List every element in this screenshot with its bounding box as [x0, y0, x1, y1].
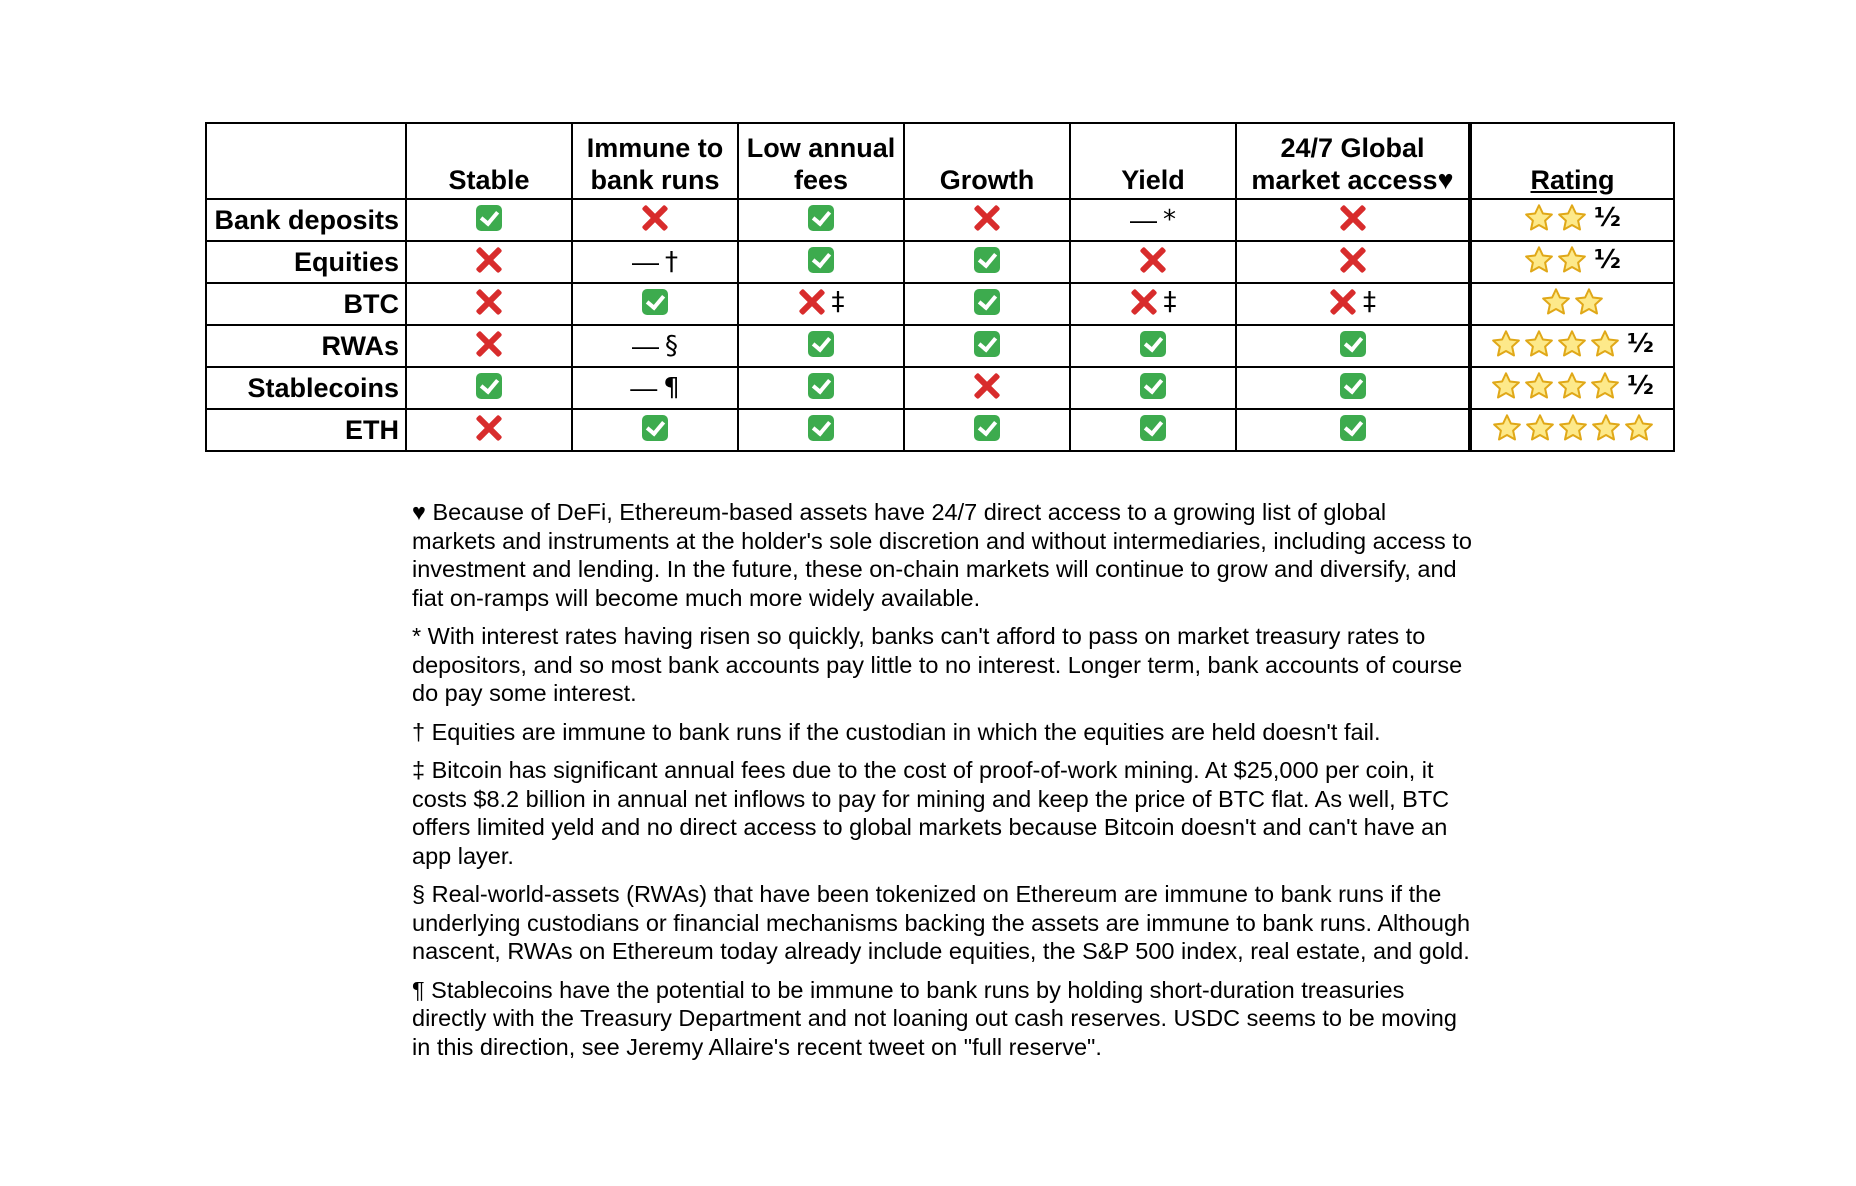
star-icon [1590, 371, 1620, 401]
cross-mark-icon [475, 414, 503, 442]
cross-mark-icon [475, 288, 503, 316]
star-icon [1524, 371, 1554, 401]
table-cell [904, 283, 1070, 325]
table-cell [406, 241, 572, 283]
table-cell [572, 367, 738, 409]
table-cell [1236, 325, 1470, 367]
star-icon [1524, 329, 1554, 359]
column-header: Immune to bank runs [572, 123, 738, 199]
check-mark-icon [1140, 331, 1166, 357]
table-cell [1070, 199, 1236, 241]
star-rating [1491, 329, 1654, 359]
check-mark-icon [808, 373, 834, 399]
cross-mark-icon [1339, 204, 1367, 232]
table-row [206, 409, 1674, 451]
half-star-label: ½ [1627, 328, 1654, 359]
star-rating [1492, 413, 1654, 443]
footnote: § Real-world-assets (RWAs) that have been tokenized on Ethereum are immune to bank runs if the underlying custodians or financial mechanisms backing the assets are immune to bank runs. Although nascent, RWAs on Ethereum today already include equities, the S&P 500 index, real estate, and gold. [412, 881, 1471, 964]
check-mark-icon [476, 205, 502, 231]
row-label: ETH [206, 409, 406, 451]
column-header: Stable [406, 123, 572, 199]
star-rating [1541, 287, 1604, 317]
dash-mark: — [630, 372, 658, 403]
star-icon [1557, 203, 1587, 233]
table-row [206, 241, 1674, 283]
table-cell [1070, 241, 1236, 283]
star-icon [1591, 413, 1621, 443]
header-corner [206, 123, 406, 199]
table-cell [1070, 409, 1236, 451]
row-label: BTC [206, 283, 406, 325]
table-row [206, 199, 1674, 241]
table-cell [904, 367, 1070, 409]
table-cell [572, 199, 738, 241]
rating-cell [1470, 283, 1674, 325]
footnote: ¶ Stablecoins have the potential to be immune to bank runs by holding short-duration treasuries directly with the Treasury Department and not loaning out cash reserves. USDC seems to be moving in this direction, see Jeremy Allaire's recent tweet on "full reserve". [412, 976, 1457, 1060]
table-cell [1070, 325, 1236, 367]
table-cell [904, 325, 1070, 367]
check-mark-icon [808, 331, 834, 357]
table-cell [904, 241, 1070, 283]
dash-mark: — [632, 246, 659, 277]
comparison-table [205, 122, 1675, 452]
footnote: ‡ Bitcoin has significant annual fees due to the cost of proof-of-work mining. At $25,000 per coin, it costs $8.2 billion in annual net inflows to pay for mining and keep the price of BTC flat. As well, BTC offers limited yeld and no direct access to global markets because Bitcoin doesn't and can't have an app layer. [412, 757, 1450, 869]
star-icon [1492, 413, 1522, 443]
footnotes [412, 498, 1472, 1071]
cross-mark-icon [1329, 288, 1357, 316]
star-icon [1541, 287, 1571, 317]
check-mark-icon [1340, 331, 1366, 357]
cross-mark-icon [475, 330, 503, 358]
table-cell [406, 283, 572, 325]
check-mark-icon [808, 247, 834, 273]
star-icon [1524, 245, 1554, 275]
footnote: * With interest rates having risen so quickly, banks can't afford to pass on market treasury rates to depositors, and so most bank accounts pay little to no interest. Longer term, bank accounts of course do pay some interest. [412, 623, 1463, 706]
table-cell [1236, 283, 1470, 325]
footnote-marker: § [665, 331, 678, 361]
footnote-marker: ‡ [1163, 287, 1177, 317]
table-cell [1070, 283, 1236, 325]
star-icon [1557, 371, 1587, 401]
star-icon [1574, 287, 1604, 317]
cross-mark-icon [973, 372, 1001, 400]
cross-mark-icon [475, 246, 503, 274]
table-cell [1236, 409, 1470, 451]
table-cell [738, 367, 904, 409]
table-cell [572, 283, 738, 325]
star-icon [1624, 413, 1654, 443]
check-mark-icon [808, 415, 834, 441]
table-cell [1236, 241, 1470, 283]
star-icon [1491, 329, 1521, 359]
cross-mark-icon [1139, 246, 1167, 274]
check-mark-icon [476, 373, 502, 399]
rating-cell [1470, 199, 1674, 241]
footnote-marker: † [665, 247, 678, 277]
row-label: Bank deposits [206, 199, 406, 241]
check-mark-icon [1340, 373, 1366, 399]
rating-cell [1470, 325, 1674, 367]
table-cell [904, 199, 1070, 241]
table-row [206, 325, 1674, 367]
rating-cell [1470, 367, 1674, 409]
table-cell [1236, 367, 1470, 409]
table-body [206, 199, 1674, 451]
star-rating [1524, 203, 1621, 233]
footnote-marker: ‡ [831, 287, 845, 317]
check-mark-icon [974, 247, 1000, 273]
table-cell [406, 409, 572, 451]
cross-mark-icon [641, 204, 669, 232]
table-header-row [206, 123, 1674, 199]
footnote: ♥ Because of DeFi, Ethereum-based assets have 24/7 direct access to a growing list of global markets and instruments at the holder's sole discretion and without intermediaries, including access to investment and lending. In the future, these on-chain markets will continue to grow and diversify, and fiat on-ramps will become much more widely available. [412, 499, 1472, 611]
check-mark-icon [974, 331, 1000, 357]
check-mark-icon [1140, 415, 1166, 441]
star-icon [1525, 413, 1555, 443]
cross-mark-icon [1130, 288, 1158, 316]
check-mark-icon [1140, 373, 1166, 399]
table-cell [738, 325, 904, 367]
cross-mark-icon [798, 288, 826, 316]
column-header: Low annual fees [738, 123, 904, 199]
check-mark-icon [808, 205, 834, 231]
check-mark-icon [642, 415, 668, 441]
check-mark-icon [1340, 415, 1366, 441]
star-icon [1491, 371, 1521, 401]
footnote-marker: * [1163, 205, 1176, 235]
footnote: † Equities are immune to bank runs if the custodian in which the equities are held doesn't fail. [412, 718, 1381, 745]
rating-cell [1470, 409, 1674, 451]
row-label: RWAs [206, 325, 406, 367]
table-cell [572, 325, 738, 367]
half-star-label: ½ [1594, 244, 1621, 275]
table-cell [406, 325, 572, 367]
table-cell [904, 409, 1070, 451]
table-cell [738, 241, 904, 283]
star-icon [1590, 329, 1620, 359]
check-mark-icon [642, 289, 668, 315]
star-icon [1557, 329, 1587, 359]
star-rating [1491, 371, 1654, 401]
half-star-label: ½ [1627, 370, 1654, 401]
row-label: Equities [206, 241, 406, 283]
table-cell [1070, 367, 1236, 409]
column-header: Yield [1070, 123, 1236, 199]
footnote-marker: ¶ [663, 373, 680, 403]
cross-mark-icon [973, 204, 1001, 232]
table-cell [738, 409, 904, 451]
table-cell [572, 241, 738, 283]
table-cell [572, 409, 738, 451]
table-cell [406, 367, 572, 409]
column-header: Rating [1470, 123, 1674, 199]
check-mark-icon [974, 415, 1000, 441]
half-star-label: ½ [1594, 202, 1621, 233]
table-row [206, 283, 1674, 325]
star-rating [1524, 245, 1621, 275]
table-row [206, 367, 1674, 409]
table-cell [738, 199, 904, 241]
row-label: Stablecoins [206, 367, 406, 409]
footnote-marker: ‡ [1363, 287, 1376, 317]
column-header: Growth [904, 123, 1070, 199]
table-cell [738, 283, 904, 325]
dash-mark: — [1130, 204, 1157, 235]
rating-cell [1470, 241, 1674, 283]
check-mark-icon [974, 289, 1000, 315]
star-icon [1524, 203, 1554, 233]
star-icon [1557, 245, 1587, 275]
column-header: 24/7 Global market access♥ [1236, 123, 1470, 199]
star-icon [1558, 413, 1588, 443]
table-cell [1236, 199, 1470, 241]
table-cell [406, 199, 572, 241]
cross-mark-icon [1339, 246, 1367, 274]
dash-mark: — [632, 330, 659, 361]
